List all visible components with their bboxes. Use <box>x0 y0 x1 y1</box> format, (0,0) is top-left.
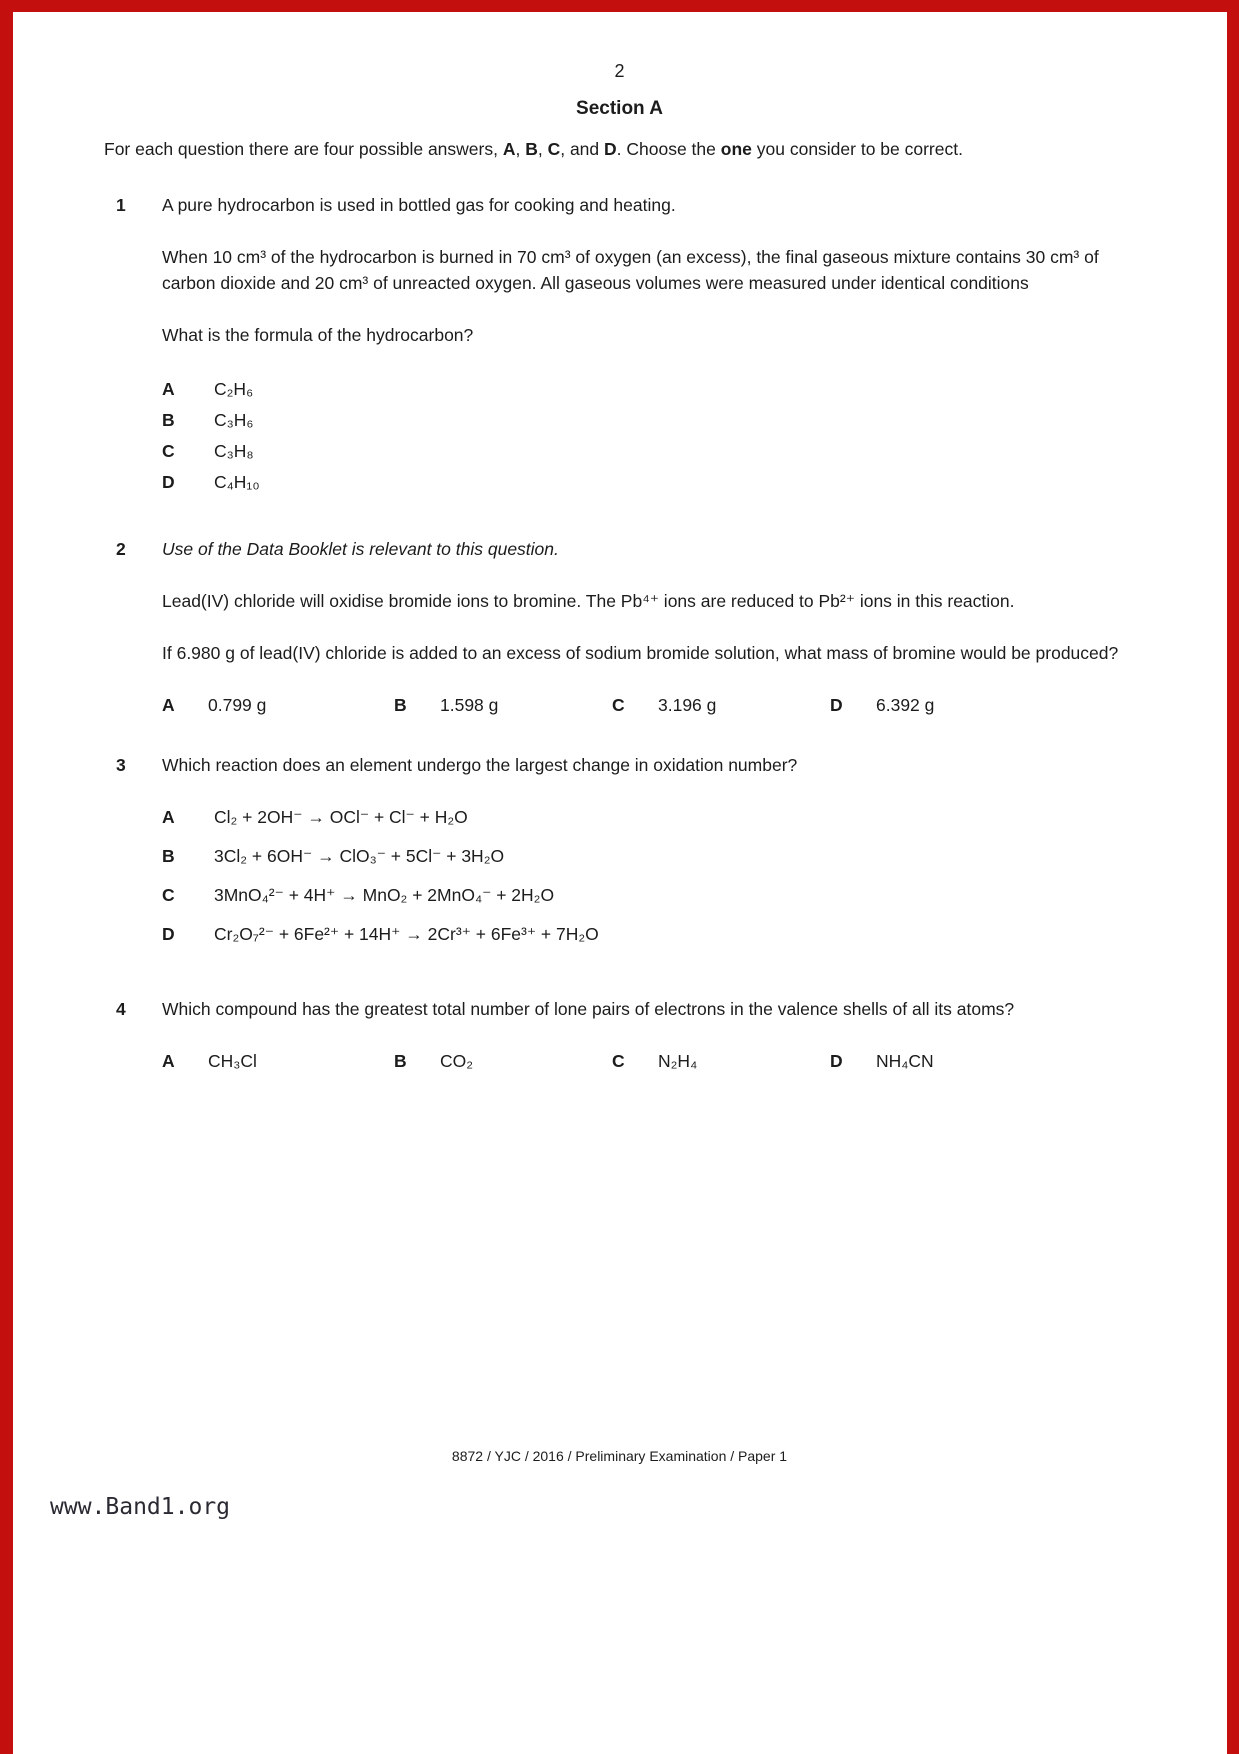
option-c <box>162 882 1135 908</box>
option-letter: D <box>162 924 175 944</box>
question-body <box>162 752 1135 960</box>
question-body <box>162 996 1135 1074</box>
options-list <box>162 804 1135 947</box>
option-value: C₃H₆ <box>214 410 254 430</box>
question-number: 4 <box>116 999 126 1019</box>
option-letter: D <box>830 1051 843 1071</box>
page-number: 2 <box>614 61 625 81</box>
option-letter: B <box>394 1051 407 1071</box>
section-title: Section A <box>576 98 663 119</box>
option-value: C₃H₈ <box>214 441 254 461</box>
question-paragraph: If 6.980 g of lead(IV) chloride is added to an excess of sodium bromide solution, what mass of bromine would be produced? <box>162 643 1119 663</box>
option-c <box>162 436 1135 467</box>
question-2 <box>104 536 1135 718</box>
option-b <box>162 405 1135 436</box>
question-1 <box>104 192 1135 498</box>
option-letter: D <box>162 472 175 492</box>
option-letter: A <box>162 1051 175 1071</box>
option-equation: Cr₂O₇²⁻ + 6Fe²⁺ + 14H⁺ → 2Cr³⁺ + 6Fe³⁺ + 7H₂O <box>214 924 599 944</box>
option-d <box>830 692 1135 718</box>
option-c <box>612 692 830 718</box>
option-d <box>162 921 1135 947</box>
question-paragraph: Which compound has the greatest total number of lone pairs of electrons in the valence shells of all its atoms? <box>162 999 1015 1019</box>
option-c <box>612 1048 830 1074</box>
question-paragraph: When 10 cm³ of the hydrocarbon is burned in 70 cm³ of oxygen (an excess), the final gaseous mixture contains 30 cm³ of carbon dioxide and 20 cm³ of unreacted oxygen. All gaseous volumes were measured under identical conditions <box>162 247 1099 293</box>
option-value: C₄H₁₀ <box>214 472 260 492</box>
option-letter: B <box>394 695 407 715</box>
options-row <box>162 1048 1135 1074</box>
options-list <box>162 374 1135 498</box>
option-letter: A <box>162 807 175 827</box>
option-equation: Cl₂ + 2OH⁻ → OCl⁻ + Cl⁻ + H₂O <box>214 807 468 827</box>
option-letter: C <box>612 695 625 715</box>
option-a <box>162 374 1135 405</box>
question-paragraph: Lead(IV) chloride will oxidise bromide ions to bromine. The Pb⁴⁺ ions are reduced to Pb²⁺ ions in this reaction. <box>162 591 1015 611</box>
question-number: 1 <box>116 195 126 215</box>
question-body <box>162 536 1135 718</box>
option-equation: 3MnO₄²⁻ + 4H⁺ → MnO₂ + 2MnO₄⁻ + 2H₂O <box>214 885 555 905</box>
option-a <box>162 1048 394 1074</box>
option-value: 3.196 g <box>658 695 717 715</box>
option-equation: 3Cl₂ + 6OH⁻ → ClO₃⁻ + 5Cl⁻ + 3H₂O <box>214 846 505 866</box>
option-letter: B <box>162 410 175 430</box>
question-number: 2 <box>116 539 126 559</box>
option-letter: D <box>830 695 843 715</box>
option-letter: C <box>162 441 175 461</box>
question-paragraph: What is the formula of the hydrocarbon? <box>162 325 474 345</box>
question-4 <box>104 996 1135 1074</box>
option-value: 1.598 g <box>440 695 499 715</box>
footer-text: 8872 / YJC / 2016 / Preliminary Examination / Paper 1 <box>451 1448 788 1464</box>
option-value: N₂H₄ <box>658 1051 698 1071</box>
options-row <box>162 692 1135 718</box>
option-d <box>830 1048 1135 1074</box>
option-value: C₂H₆ <box>214 379 254 399</box>
option-letter: A <box>162 695 175 715</box>
question-number: 3 <box>116 755 126 775</box>
question-3 <box>104 752 1135 960</box>
option-letter: A <box>162 379 175 399</box>
option-value: CO₂ <box>440 1051 474 1071</box>
option-letter: B <box>162 846 175 866</box>
option-b <box>162 843 1135 869</box>
option-value: 6.392 g <box>876 695 935 715</box>
option-letter: C <box>162 885 175 905</box>
watermark-text: www.Band1.org <box>50 1494 231 1520</box>
data-booklet-note: Use of the Data Booklet is relevant to this question. <box>162 539 559 559</box>
option-d <box>162 467 1135 498</box>
option-value: 0.799 g <box>208 695 267 715</box>
option-value: NH₄CN <box>876 1051 934 1071</box>
section-intro-text: For each question there are four possible answers, A, B, C, and D. Choose the one you consider to be correct. <box>104 139 963 159</box>
option-letter: C <box>612 1051 625 1071</box>
option-b <box>394 692 612 718</box>
question-paragraph: A pure hydrocarbon is used in bottled gas for cooking and heating. <box>162 195 676 215</box>
question-paragraph: Which reaction does an element undergo the largest change in oxidation number? <box>162 755 798 775</box>
option-value: CH₃Cl <box>208 1051 257 1071</box>
option-b <box>394 1048 612 1074</box>
option-a <box>162 692 394 718</box>
option-a <box>162 804 1135 830</box>
question-body <box>162 192 1135 498</box>
